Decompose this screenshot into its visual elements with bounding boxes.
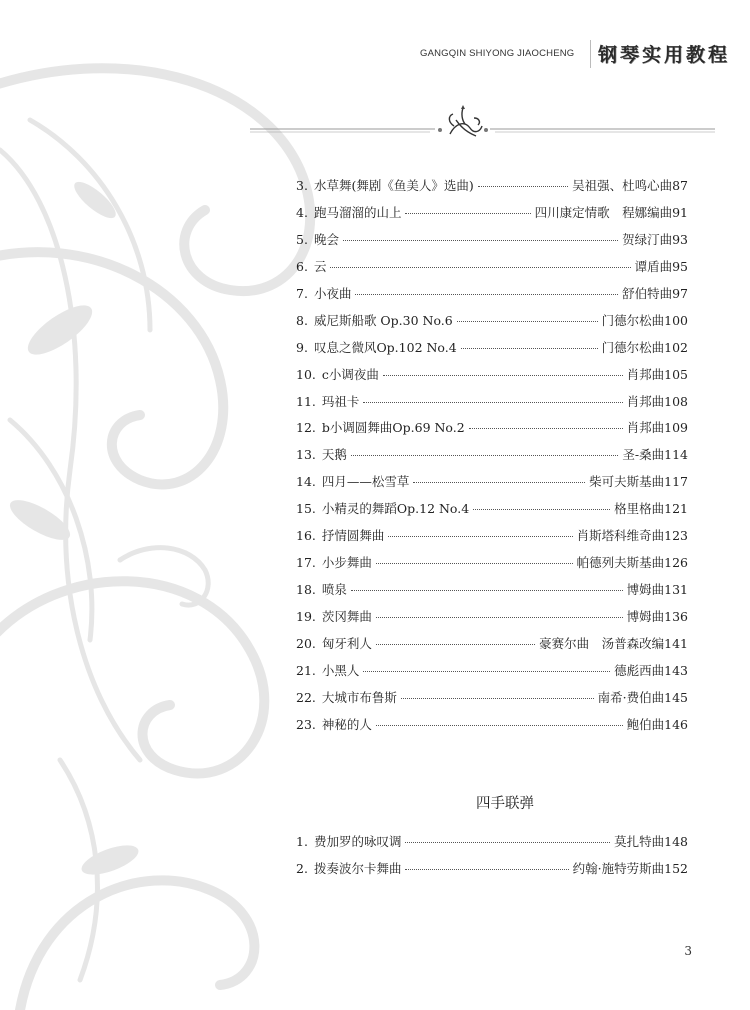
toc-entry-author: 格里格曲 [614,501,665,517]
toc-entry [296,553,688,580]
toc-entry-author-page [589,472,688,490]
toc-entry-author-page [627,392,688,410]
toc-entry [296,688,688,715]
toc-entry-leader [376,617,623,618]
toc-entry-page: 105 [664,366,688,382]
toc-entry-leader [405,213,530,214]
toc-entry-author-page [622,445,688,463]
toc-entry-author-page [622,230,688,248]
toc-entry-title: 叹息之微风Op.102 No.4 [313,339,457,355]
toc-entry-leader [478,186,568,187]
toc-entry-number: 15. [296,501,316,517]
header-divider [590,40,591,68]
toc-entry-page: 136 [664,609,688,624]
toc-entry-number: 6. [296,258,308,274]
toc-entry-page: 109 [664,420,688,436]
table-of-contents [296,176,688,742]
toc-entry [296,338,688,365]
toc-entry [296,203,688,230]
toc-entry-number: 12. [296,420,316,436]
toc-entry-author-page [602,311,688,329]
toc-entry-author-page [572,176,688,194]
toc-entry-author-page [539,634,688,652]
toc-entry-author-page [627,715,688,733]
toc-entry-title: 玛祖卡 [321,393,360,409]
toc-entry-title: 小精灵的舞蹈Op.12 No.4 [321,501,470,517]
toc-entry [296,418,688,445]
page-number: 3 [684,944,692,958]
toc-entry-title: 水草舞(舞剧《鱼美人》选曲) [313,178,474,193]
toc-entry-leader [405,842,610,843]
toc-entry-page: 123 [664,528,688,544]
toc-entry-leader [330,267,630,268]
toc-entry-page: 117 [664,474,688,490]
toc-entry-author: 肖斯塔科维奇曲 [576,528,665,544]
toc-entry [296,607,688,634]
toc-entry-author-page [535,203,688,221]
toc-entry-leader [351,455,619,456]
toc-entry-leader [457,321,598,322]
toc-entry-leader [355,294,618,295]
toc-entry-author-page [627,580,688,598]
toc-entry [296,176,688,203]
toc-entry-author: 贺绿汀曲 [622,231,673,247]
toc-entry-leader [469,428,623,429]
toc-entry-author-page [577,553,688,571]
toc-entry-page: 100 [664,312,688,328]
toc-entry-title: 小步舞曲 [321,555,372,571]
toc-entry [296,499,688,526]
toc-entry-author-page [614,499,688,517]
toc-entry-author-page [614,661,688,679]
toc-entry-page: 95 [672,258,688,274]
toc-entry-author: 德彪西曲 [614,662,665,678]
toc-entry-number: 22. [296,689,316,705]
toc-entry-leader [363,671,610,672]
section-title-four-hands: 四手联弹 [476,796,534,812]
table-of-contents-four-hands [296,832,688,886]
toc-entry-leader [461,348,598,349]
toc-entry-author: 圣-桑曲 [622,447,665,463]
toc-entry-author: 谭盾曲 [634,258,673,274]
toc-entry-title: c小调夜曲 [321,366,379,382]
toc-entry [296,472,688,499]
toc-entry-author-page [573,859,688,877]
toc-entry-author: 门德尔松曲 [601,339,665,355]
toc-entry-author-page [598,688,688,706]
toc-entry-title: 匈牙利人 [321,635,372,651]
toc-entry-number: 23. [296,716,316,732]
toc-entry-leader [473,509,610,510]
toc-entry-page: 93 [672,231,688,247]
toc-entry [296,526,688,553]
toc-entry-title: b小调圆舞曲Op.69 No.2 [321,420,465,436]
toc-entry-title: 大城市布鲁斯 [321,689,397,705]
toc-entry-author: 柴可夫斯基曲 [589,474,665,490]
toc-entry-number: 19. [296,609,316,624]
toc-entry-number: 17. [296,555,316,571]
toc-entry-number: 4. [296,204,308,220]
toc-entry-author: 舒伯特曲 [622,285,673,301]
toc-entry [296,832,688,859]
toc-entry-number: 1. [296,834,308,849]
toc-entry-page: 121 [664,501,688,517]
toc-entry-page: 91 [672,204,688,220]
running-title-chinese: 钢琴实用教程 [598,44,731,66]
toc-entry-page: 131 [664,582,688,598]
toc-entry [296,580,688,607]
toc-entry [296,661,688,688]
toc-entry-title: 晚会 [313,231,339,247]
toc-entry-number: 14. [296,474,316,490]
toc-entry-author-page [577,526,688,544]
toc-entry-number: 18. [296,582,316,598]
toc-entry-number: 2. [296,860,308,876]
toc-entry-number: 9. [296,339,308,355]
toc-entry-author: 博姆曲 [626,582,665,598]
toc-entry [296,634,688,661]
toc-entry-leader [401,698,594,699]
toc-entry-title: 天鹅 [321,447,347,463]
toc-entry [296,284,688,311]
toc-entry-number: 16. [296,528,316,544]
toc-entry [296,715,688,742]
toc-entry-title: 四月——松雪草 [321,474,410,490]
toc-entry [296,859,688,886]
toc-entry-title: 威尼斯船歌 Op.30 No.6 [313,312,453,328]
toc-entry-page: 148 [664,834,688,849]
toc-entry-number: 21. [296,662,316,678]
toc-entry-page: 145 [664,689,688,705]
toc-entry-page: 152 [664,860,688,876]
toc-entry-page: 146 [664,716,688,732]
toc-entry-leader [376,644,535,645]
toc-entry-title: 跑马溜溜的山上 [313,204,402,220]
toc-entry-page: 114 [664,447,688,463]
toc-entry-title: 云 [313,258,327,274]
toc-entry-author: 帕德列夫斯基曲 [576,555,665,571]
toc-entry-page: 102 [664,339,688,355]
toc-entry-number: 8. [296,312,308,328]
toc-entry-page: 126 [664,555,688,571]
toc-entry-author: 莫扎特曲 [614,834,665,849]
toc-entry-title: 拨奏波尔卡舞曲 [313,860,402,876]
running-title-english: GANGQIN SHIYONG JIAOCHENG [420,48,575,59]
toc-entry-leader [413,482,585,483]
toc-entry-author: 肖邦曲 [626,366,665,382]
toc-entry-leader [343,240,618,241]
toc-entry [296,445,688,472]
toc-entry-author: 南希·费伯曲 [597,689,665,705]
toc-entry-author-page [627,418,688,436]
toc-entry-author-page [614,832,688,850]
toc-entry-page: 108 [664,393,688,409]
floral-ornament-icon [250,96,715,146]
toc-entry-page: 97 [672,285,688,301]
toc-entry-leader [376,563,573,564]
toc-entry-title: 小夜曲 [313,285,352,301]
toc-entry [296,392,688,419]
toc-entry-title: 费加罗的咏叹调 [313,834,402,849]
toc-entry-author-page [622,284,688,302]
toc-entry-author: 吴祖强、杜鸣心曲 [572,178,673,193]
toc-entry-leader [376,725,623,726]
toc-entry-author: 博姆曲 [626,609,665,624]
toc-entry-number: 5. [296,231,308,247]
toc-entry [296,365,688,392]
toc-entry-author: 豪赛尔曲 汤普森改编 [539,635,665,651]
toc-entry-page: 143 [664,662,688,678]
toc-entry-author: 约翰·施特劳斯曲 [572,860,665,876]
toc-entry-number: 7. [296,285,308,301]
toc-entry [296,311,688,338]
toc-entry [296,257,688,284]
toc-entry-author: 肖邦曲 [626,420,665,436]
toc-entry-number: 13. [296,447,316,463]
toc-entry-author: 鲍伯曲 [626,716,665,732]
toc-entry-page: 87 [672,178,688,193]
toc-entry-author-page [635,257,688,275]
toc-entry-leader [383,375,623,376]
toc-entry-leader [351,590,623,591]
toc-entry-title: 抒情圆舞曲 [321,528,385,544]
toc-entry-title: 小黑人 [321,662,360,678]
toc-entry-number: 3. [296,178,308,193]
toc-entry-author-page [627,365,688,383]
toc-entry-author-page [627,607,688,625]
toc-entry-title: 茨冈舞曲 [321,609,372,624]
toc-entry-leader [405,869,568,870]
toc-entry-page: 141 [664,635,688,651]
toc-entry-author-page [602,338,688,356]
toc-entry-number: 11. [296,393,316,409]
decorative-swirl-background [0,0,330,1010]
toc-entry [296,230,688,257]
toc-entry-leader [388,536,572,537]
toc-entry-author: 肖邦曲 [626,393,665,409]
toc-entry-leader [363,402,622,403]
toc-entry-number: 10. [296,366,316,382]
toc-entry-title: 喷泉 [321,582,347,598]
toc-entry-author: 四川康定情歌 程娜编曲 [534,204,673,220]
toc-entry-author: 门德尔松曲 [601,312,665,328]
toc-entry-number: 20. [296,635,316,651]
toc-entry-title: 神秘的人 [321,716,372,732]
